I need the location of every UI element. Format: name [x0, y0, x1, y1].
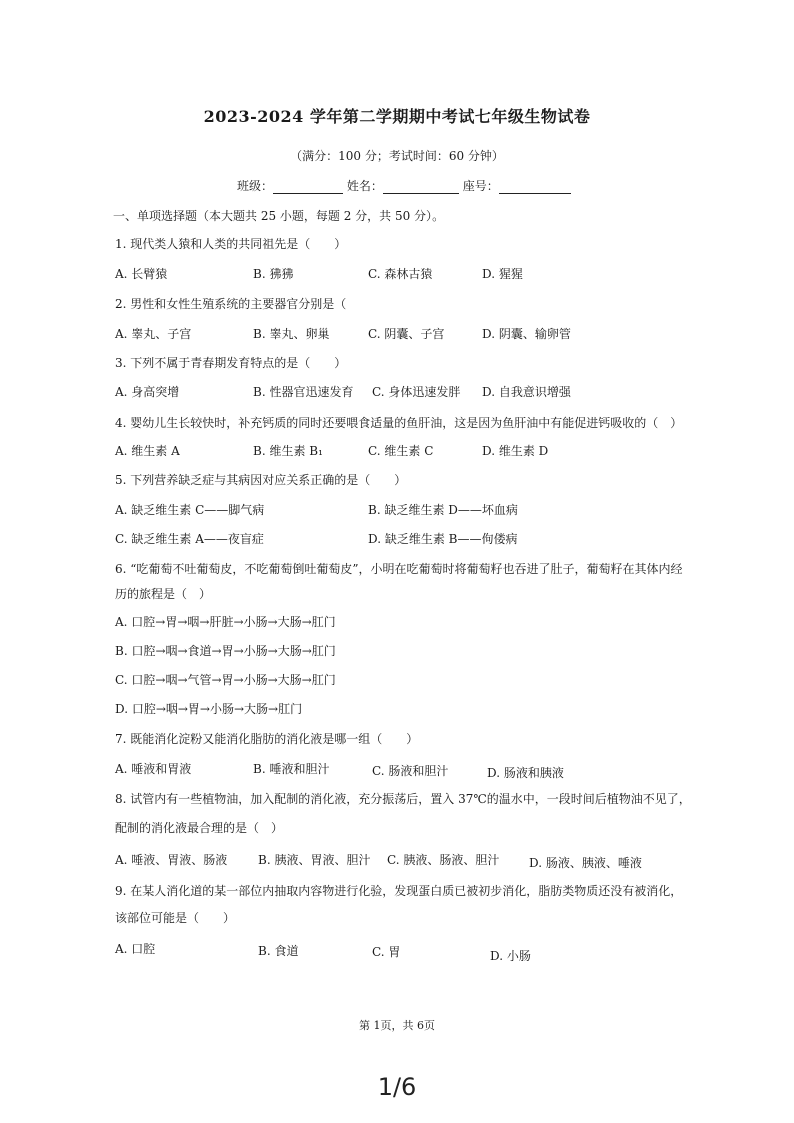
section-heading: 一、单项选择题（本大题共 25 小题，每题 2 分，共 50 分）。 [113, 209, 445, 223]
option-d: D. 缺乏维生素 B——佝偻病 [368, 532, 518, 546]
question-stem: 4. 婴幼儿生长较快时，补充钙质的同时还要喂食适量的鱼肝油，这是因为鱼肝油中有能促进钙吸收的（ ） [115, 416, 683, 430]
question-stem: 5. 下列营养缺乏症与其病因对应关系正确的是（ ） [115, 473, 407, 487]
option-d: D. 猩猩 [482, 267, 523, 281]
option-b: B. 狒狒 [253, 267, 294, 281]
question-stem: 9. 在某人消化道的某一部位内抽取内容物进行化验，发现蛋白质已被初步消化，脂肪类物质还没有被消化， [115, 884, 683, 898]
option-a: A. 唾液和胃液 [115, 762, 192, 776]
option-b: B. 唾液和胆汁 [253, 762, 330, 776]
option-a: A. 唾液、胃液、肠液 [115, 853, 228, 867]
option-d: D. 肠液、胰液、唾液 [529, 856, 642, 870]
student-info-row [237, 177, 571, 194]
option-a: A. 维生素 A [115, 444, 180, 458]
page-indicator: 1/6 [377, 1073, 417, 1101]
option-a: A. 长臂猿 [115, 267, 168, 281]
seat-blank [499, 181, 571, 194]
option-c: C. 维生素 C [368, 444, 434, 458]
option-c: C. 阴囊、子宫 [368, 327, 445, 341]
question-stem-continued: 配制的消化液最合理的是（ ） [115, 821, 284, 835]
question-stem: 2. 男性和女性生殖系统的主要器官分别是（ [115, 297, 347, 311]
page-title: 2023-2024 学年第二学期期中考试七年级生物试卷 [203, 107, 591, 126]
question-stem: 3. 下列不属于青春期发育特点的是（ ） [115, 356, 347, 370]
question-stem: 8. 试管内有一些植物油，加入配制的消化液，充分振荡后，置入 37℃的温水中，一段时间后植物油不见了， [115, 792, 691, 806]
question-stem-continued: 该部位可能是（ ） [115, 911, 236, 925]
name-label: 姓名： [346, 179, 383, 193]
option-b: B. 胰液、胃液、胆汁 [258, 853, 371, 867]
name-blank [383, 181, 459, 194]
class-blank [273, 181, 343, 194]
option-b: B. 睾丸、卵巢 [253, 327, 330, 341]
question-stem: 1. 现代类人猿和人类的共同祖先是（ ） [115, 237, 347, 251]
option-b: B. 缺乏维生素 D——坏血病 [368, 503, 518, 517]
option-a: A. 身高突增 [115, 385, 180, 399]
page-footer: 第 1页，共 6页 [359, 1019, 435, 1032]
seat-label: 座号： [462, 179, 499, 193]
option-c: C. 缺乏维生素 A——夜盲症 [115, 532, 264, 546]
option-b: B. 维生素 B₁ [253, 444, 323, 458]
option-d: D. 肠液和胰液 [487, 766, 564, 780]
option-d: D. 口腔→咽→胃→小肠→大肠→肛门 [115, 702, 303, 716]
option-b: B. 口腔→咽→食道→胃→小肠→大肠→肛门 [115, 644, 336, 658]
option-d: D. 小肠 [490, 949, 531, 963]
option-d: D. 维生素 D [482, 444, 549, 458]
question-stem: 6. “吃葡萄不吐葡萄皮，不吃葡萄倒吐葡萄皮”，小明在吃葡萄时将葡萄籽也吞进了肚子，葡萄籽在其体内经 [115, 562, 683, 576]
option-a: A. 口腔→胃→咽→肝脏→小肠→大肠→肛门 [115, 615, 336, 629]
question-stem: 7. 既能消化淀粉又能消化脂肪的消化液是哪一组（ ） [115, 732, 419, 746]
option-b: B. 性器官迅速发育 [253, 385, 354, 399]
option-b: B. 食道 [258, 944, 299, 958]
option-c: C. 森林古猿 [368, 267, 433, 281]
option-d: D. 自我意识增强 [482, 385, 571, 399]
option-a: A. 口腔 [115, 942, 156, 956]
option-c: C. 口腔→咽→气管→胃→小肠→大肠→肛门 [115, 673, 336, 687]
option-c: C. 胰液、肠液、胆汁 [387, 853, 500, 867]
option-a: A. 睾丸、子宫 [115, 327, 192, 341]
class-label: 班级： [237, 179, 274, 193]
option-c: C. 身体迅速发胖 [372, 385, 461, 399]
option-a: A. 缺乏维生素 C——脚气病 [115, 503, 265, 517]
option-c: C. 胃 [372, 945, 401, 959]
option-d: D. 阴囊、输卵管 [482, 327, 571, 341]
option-c: C. 肠液和胆汁 [372, 764, 449, 778]
question-stem-continued: 历的旅程是（ ） [115, 587, 212, 601]
exam-subtitle: （满分：100 分；考试时间：60 分钟） [290, 149, 504, 163]
